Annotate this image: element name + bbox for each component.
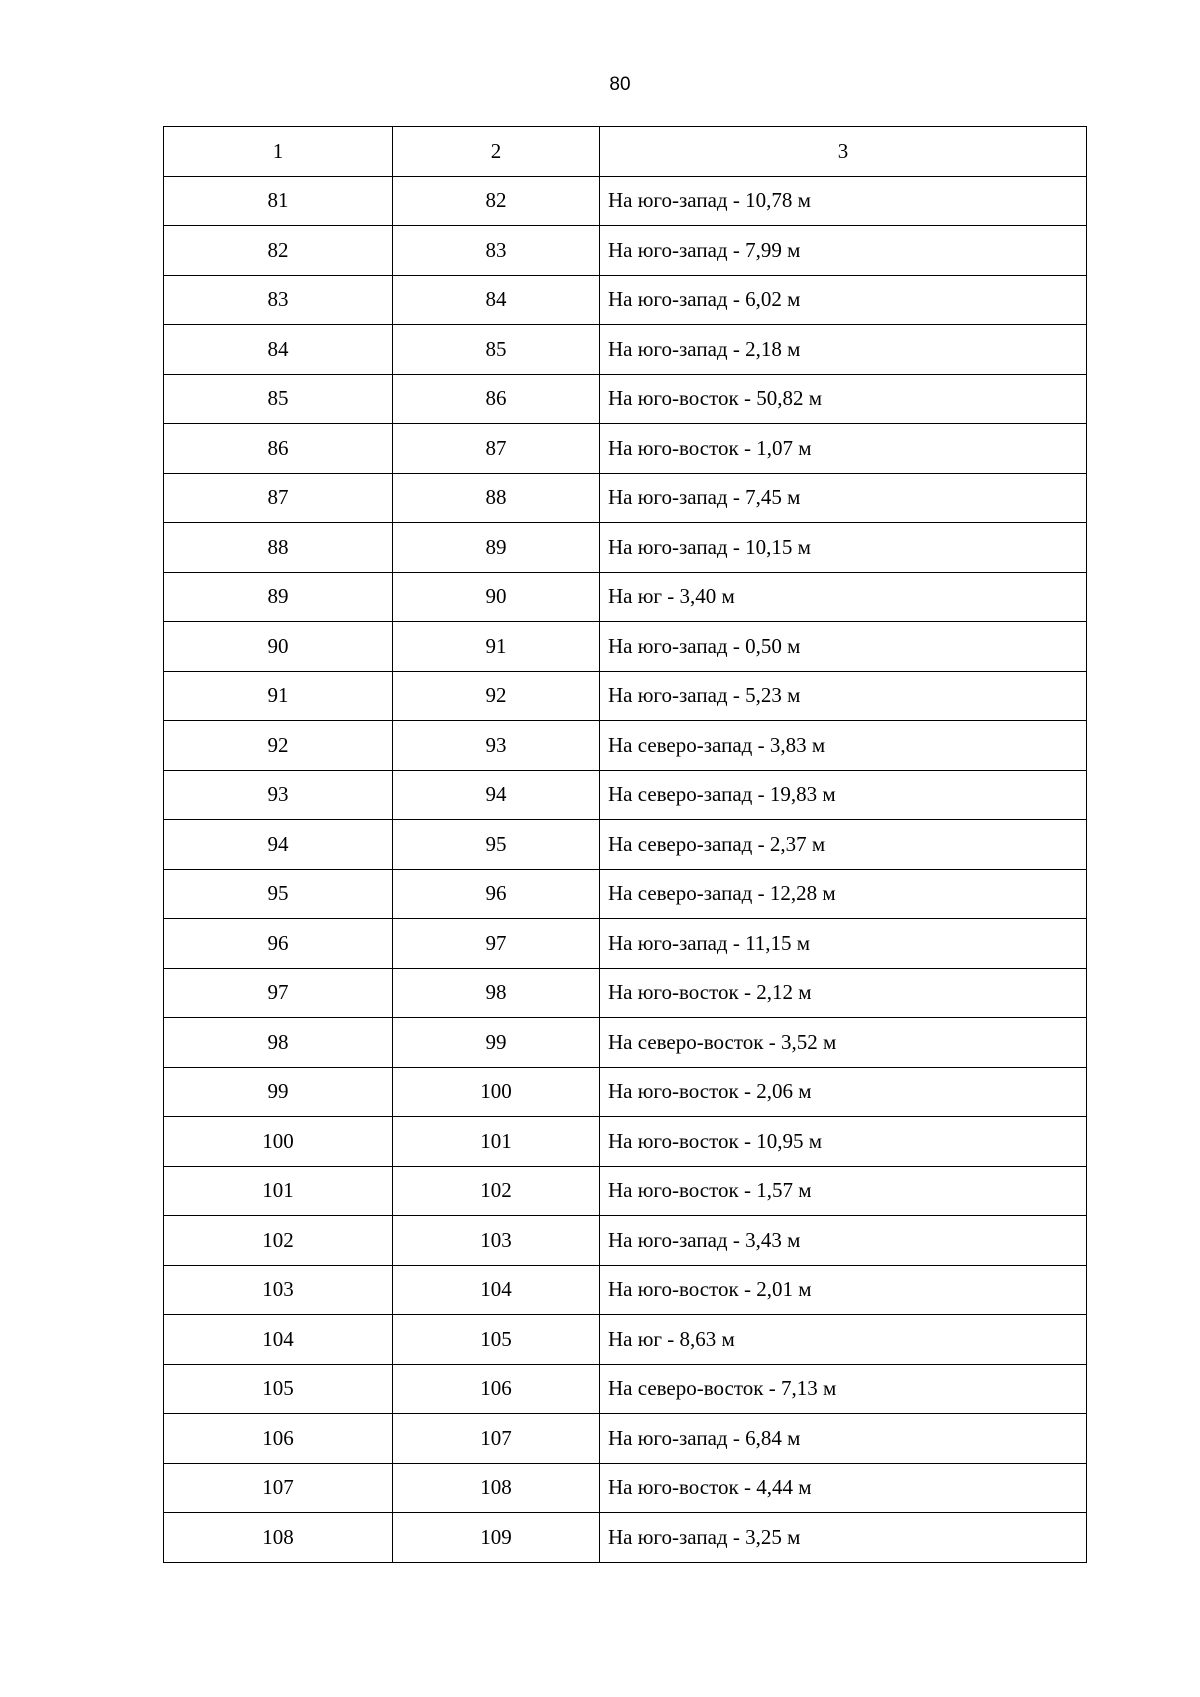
table-row: [164, 424, 1087, 474]
to-point-cell: 84: [393, 275, 600, 325]
direction-distance-cell: На юго-запад - 3,25 м: [600, 1513, 1087, 1563]
table-row: [164, 721, 1087, 771]
header-cell-2: 2: [393, 127, 600, 177]
table-row: [164, 869, 1087, 919]
direction-distance-cell: На юго-восток - 50,82 м: [600, 374, 1087, 424]
to-point-cell: 100: [393, 1067, 600, 1117]
from-point-cell: 88: [164, 523, 393, 573]
boundary-table: [163, 126, 1087, 1563]
table-row: [164, 1018, 1087, 1068]
to-point-cell: 102: [393, 1166, 600, 1216]
direction-distance-cell: На юго-запад - 5,23 м: [600, 671, 1087, 721]
to-point-cell: 90: [393, 572, 600, 622]
to-point-cell: 91: [393, 622, 600, 672]
table-row: [164, 325, 1087, 375]
to-point-cell: 97: [393, 919, 600, 969]
from-point-cell: 107: [164, 1463, 393, 1513]
from-point-cell: 105: [164, 1364, 393, 1414]
to-point-cell: 87: [393, 424, 600, 474]
table-row: [164, 1166, 1087, 1216]
direction-distance-cell: На северо-запад - 19,83 м: [600, 770, 1087, 820]
table-row: [164, 1117, 1087, 1167]
from-point-cell: 94: [164, 820, 393, 870]
from-point-cell: 97: [164, 968, 393, 1018]
from-point-cell: 99: [164, 1067, 393, 1117]
to-point-cell: 105: [393, 1315, 600, 1365]
from-point-cell: 101: [164, 1166, 393, 1216]
to-point-cell: 104: [393, 1265, 600, 1315]
table-row: [164, 1315, 1087, 1365]
from-point-cell: 108: [164, 1513, 393, 1563]
direction-distance-cell: На юго-запад - 10,78 м: [600, 176, 1087, 226]
table-row: [164, 1414, 1087, 1464]
to-point-cell: 83: [393, 226, 600, 276]
direction-distance-cell: На юго-запад - 11,15 м: [600, 919, 1087, 969]
direction-distance-cell: На юго-восток - 2,01 м: [600, 1265, 1087, 1315]
from-point-cell: 89: [164, 572, 393, 622]
table-row: [164, 770, 1087, 820]
direction-distance-cell: На юг - 8,63 м: [600, 1315, 1087, 1365]
table-row: [164, 374, 1087, 424]
direction-distance-cell: На юго-восток - 2,06 м: [600, 1067, 1087, 1117]
to-point-cell: 93: [393, 721, 600, 771]
direction-distance-cell: На юго-восток - 1,57 м: [600, 1166, 1087, 1216]
direction-distance-cell: На юго-запад - 7,45 м: [600, 473, 1087, 523]
from-point-cell: 91: [164, 671, 393, 721]
table-row: [164, 1265, 1087, 1315]
from-point-cell: 86: [164, 424, 393, 474]
table-row: [164, 1364, 1087, 1414]
from-point-cell: 98: [164, 1018, 393, 1068]
from-point-cell: 96: [164, 919, 393, 969]
direction-distance-cell: На юго-запад - 3,43 м: [600, 1216, 1087, 1266]
to-point-cell: 94: [393, 770, 600, 820]
direction-distance-cell: На юго-запад - 6,02 м: [600, 275, 1087, 325]
header-cell-3: 3: [600, 127, 1087, 177]
from-point-cell: 95: [164, 869, 393, 919]
to-point-cell: 95: [393, 820, 600, 870]
direction-distance-cell: На северо-восток - 7,13 м: [600, 1364, 1087, 1414]
to-point-cell: 85: [393, 325, 600, 375]
from-point-cell: 82: [164, 226, 393, 276]
direction-distance-cell: На юго-запад - 6,84 м: [600, 1414, 1087, 1464]
from-point-cell: 84: [164, 325, 393, 375]
to-point-cell: 109: [393, 1513, 600, 1563]
to-point-cell: 98: [393, 968, 600, 1018]
direction-distance-cell: На юг - 3,40 м: [600, 572, 1087, 622]
to-point-cell: 88: [393, 473, 600, 523]
to-point-cell: 101: [393, 1117, 600, 1167]
to-point-cell: 106: [393, 1364, 600, 1414]
direction-distance-cell: На северо-запад - 12,28 м: [600, 869, 1087, 919]
direction-distance-cell: На юго-запад - 7,99 м: [600, 226, 1087, 276]
header-cell-1: 1: [164, 127, 393, 177]
table-row: [164, 523, 1087, 573]
table-row: [164, 671, 1087, 721]
table-body: [164, 127, 1087, 1563]
direction-distance-cell: На северо-запад - 2,37 м: [600, 820, 1087, 870]
from-point-cell: 104: [164, 1315, 393, 1365]
to-point-cell: 82: [393, 176, 600, 226]
to-point-cell: 96: [393, 869, 600, 919]
table-row: [164, 968, 1087, 1018]
direction-distance-cell: На юго-запад - 2,18 м: [600, 325, 1087, 375]
page-number: 80: [609, 74, 631, 95]
table-row: [164, 226, 1087, 276]
from-point-cell: 93: [164, 770, 393, 820]
table-row: [164, 275, 1087, 325]
table-row: [164, 622, 1087, 672]
table-row: [164, 1067, 1087, 1117]
from-point-cell: 106: [164, 1414, 393, 1464]
to-point-cell: 86: [393, 374, 600, 424]
table-row: [164, 1463, 1087, 1513]
direction-distance-cell: На юго-восток - 2,12 м: [600, 968, 1087, 1018]
from-point-cell: 103: [164, 1265, 393, 1315]
to-point-cell: 107: [393, 1414, 600, 1464]
table-row: [164, 1513, 1087, 1563]
table-header-row: [164, 127, 1087, 177]
table-row: [164, 1216, 1087, 1266]
to-point-cell: 108: [393, 1463, 600, 1513]
table-row: [164, 820, 1087, 870]
to-point-cell: 89: [393, 523, 600, 573]
direction-distance-cell: На юго-запад - 10,15 м: [600, 523, 1087, 573]
table-row: [164, 919, 1087, 969]
to-point-cell: 103: [393, 1216, 600, 1266]
direction-distance-cell: На юго-запад - 0,50 м: [600, 622, 1087, 672]
table-row: [164, 176, 1087, 226]
table-row: [164, 473, 1087, 523]
direction-distance-cell: На северо-запад - 3,83 м: [600, 721, 1087, 771]
to-point-cell: 92: [393, 671, 600, 721]
to-point-cell: 99: [393, 1018, 600, 1068]
table-row: [164, 572, 1087, 622]
from-point-cell: 100: [164, 1117, 393, 1167]
from-point-cell: 92: [164, 721, 393, 771]
direction-distance-cell: На юго-восток - 1,07 м: [600, 424, 1087, 474]
from-point-cell: 90: [164, 622, 393, 672]
from-point-cell: 81: [164, 176, 393, 226]
direction-distance-cell: На северо-восток - 3,52 м: [600, 1018, 1087, 1068]
from-point-cell: 83: [164, 275, 393, 325]
from-point-cell: 87: [164, 473, 393, 523]
from-point-cell: 102: [164, 1216, 393, 1266]
from-point-cell: 85: [164, 374, 393, 424]
direction-distance-cell: На юго-восток - 10,95 м: [600, 1117, 1087, 1167]
direction-distance-cell: На юго-восток - 4,44 м: [600, 1463, 1087, 1513]
